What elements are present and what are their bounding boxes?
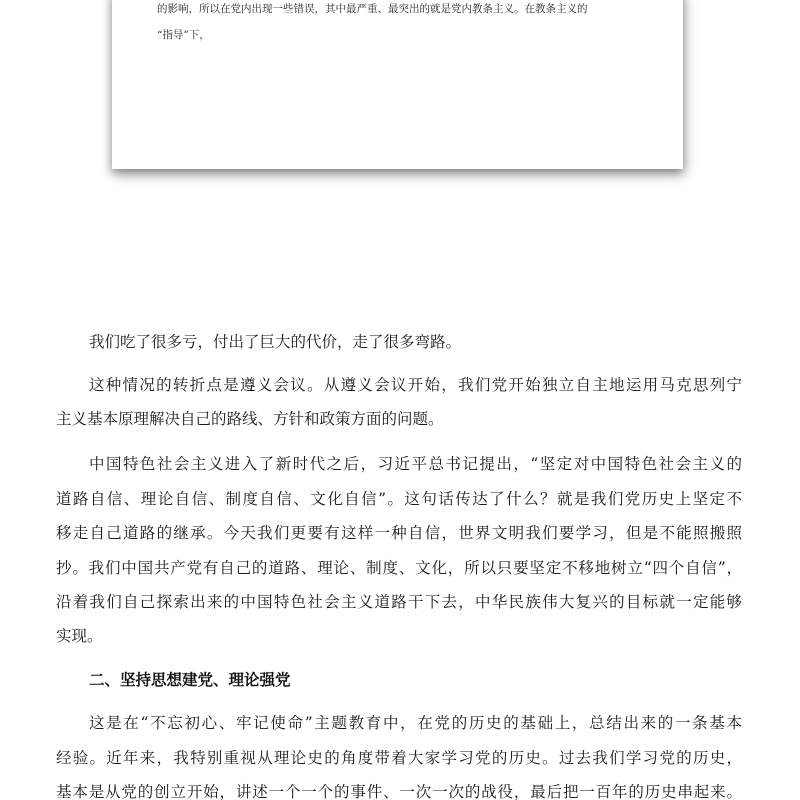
paragraph-line: 移走自己道路的继承。今天我们更要有这样一种自信，世界文明我们要学习，但是不能照搬照 — [56, 524, 742, 542]
paragraph-line: 我们吃了很多亏，付出了巨大的代价，走了很多弯路。 — [89, 333, 462, 351]
paragraph-line: 经验。近年来，我特别重视从理论史的角度带着大家学习党的历史。过去我们学习党的历史， — [56, 749, 742, 767]
excerpt-card — [112, 0, 683, 169]
paragraph-line: 基本是从党的创立开始，讲述一个一个的事件、一次一次的战役，最后把一百年的历史串起来。 — [56, 783, 742, 800]
paragraph-line: 道路自信、理论自信、制度自信、文化自信”。这句话传达了什么？就是我们党历史上坚定不 — [56, 490, 742, 508]
excerpt-line: 的影响，所以在党内出现一些错误，其中最严重、最突出的就是党内教条主义。在教条主义的 — [157, 3, 588, 15]
paragraph-line: 这种情况的转折点是遵义会议。从遵义会议开始，我们党开始独立自主地运用马克思列宁 — [89, 376, 742, 394]
paragraph-line: 抄。我们中国共产党有自己的道路、理论、制度、文化，所以只要坚定不移地树立“四个自信”， — [56, 559, 742, 577]
paragraph-line: 主义基本原理解决自己的路线、方针和政策方面的问题。 — [56, 410, 444, 428]
paragraph-line: 实现。 — [56, 627, 103, 645]
paragraph-line: 沿着我们自己探索出来的中国特色社会主义道路干下去，中华民族伟大复兴的目标就一定能够 — [56, 593, 742, 611]
section-heading: 二、坚持思想建党、理论强党 — [89, 671, 291, 689]
paragraph-line: 中国特色社会主义进入了新时代之后，习近平总书记提出，“坚定对中国特色社会主义的 — [89, 455, 742, 473]
paragraph-line: 这是在“不忘初心、牢记使命”主题教育中，在党的历史的基础上，总结出来的一条基本 — [89, 714, 742, 732]
excerpt-line: “指导”下， — [157, 29, 210, 41]
